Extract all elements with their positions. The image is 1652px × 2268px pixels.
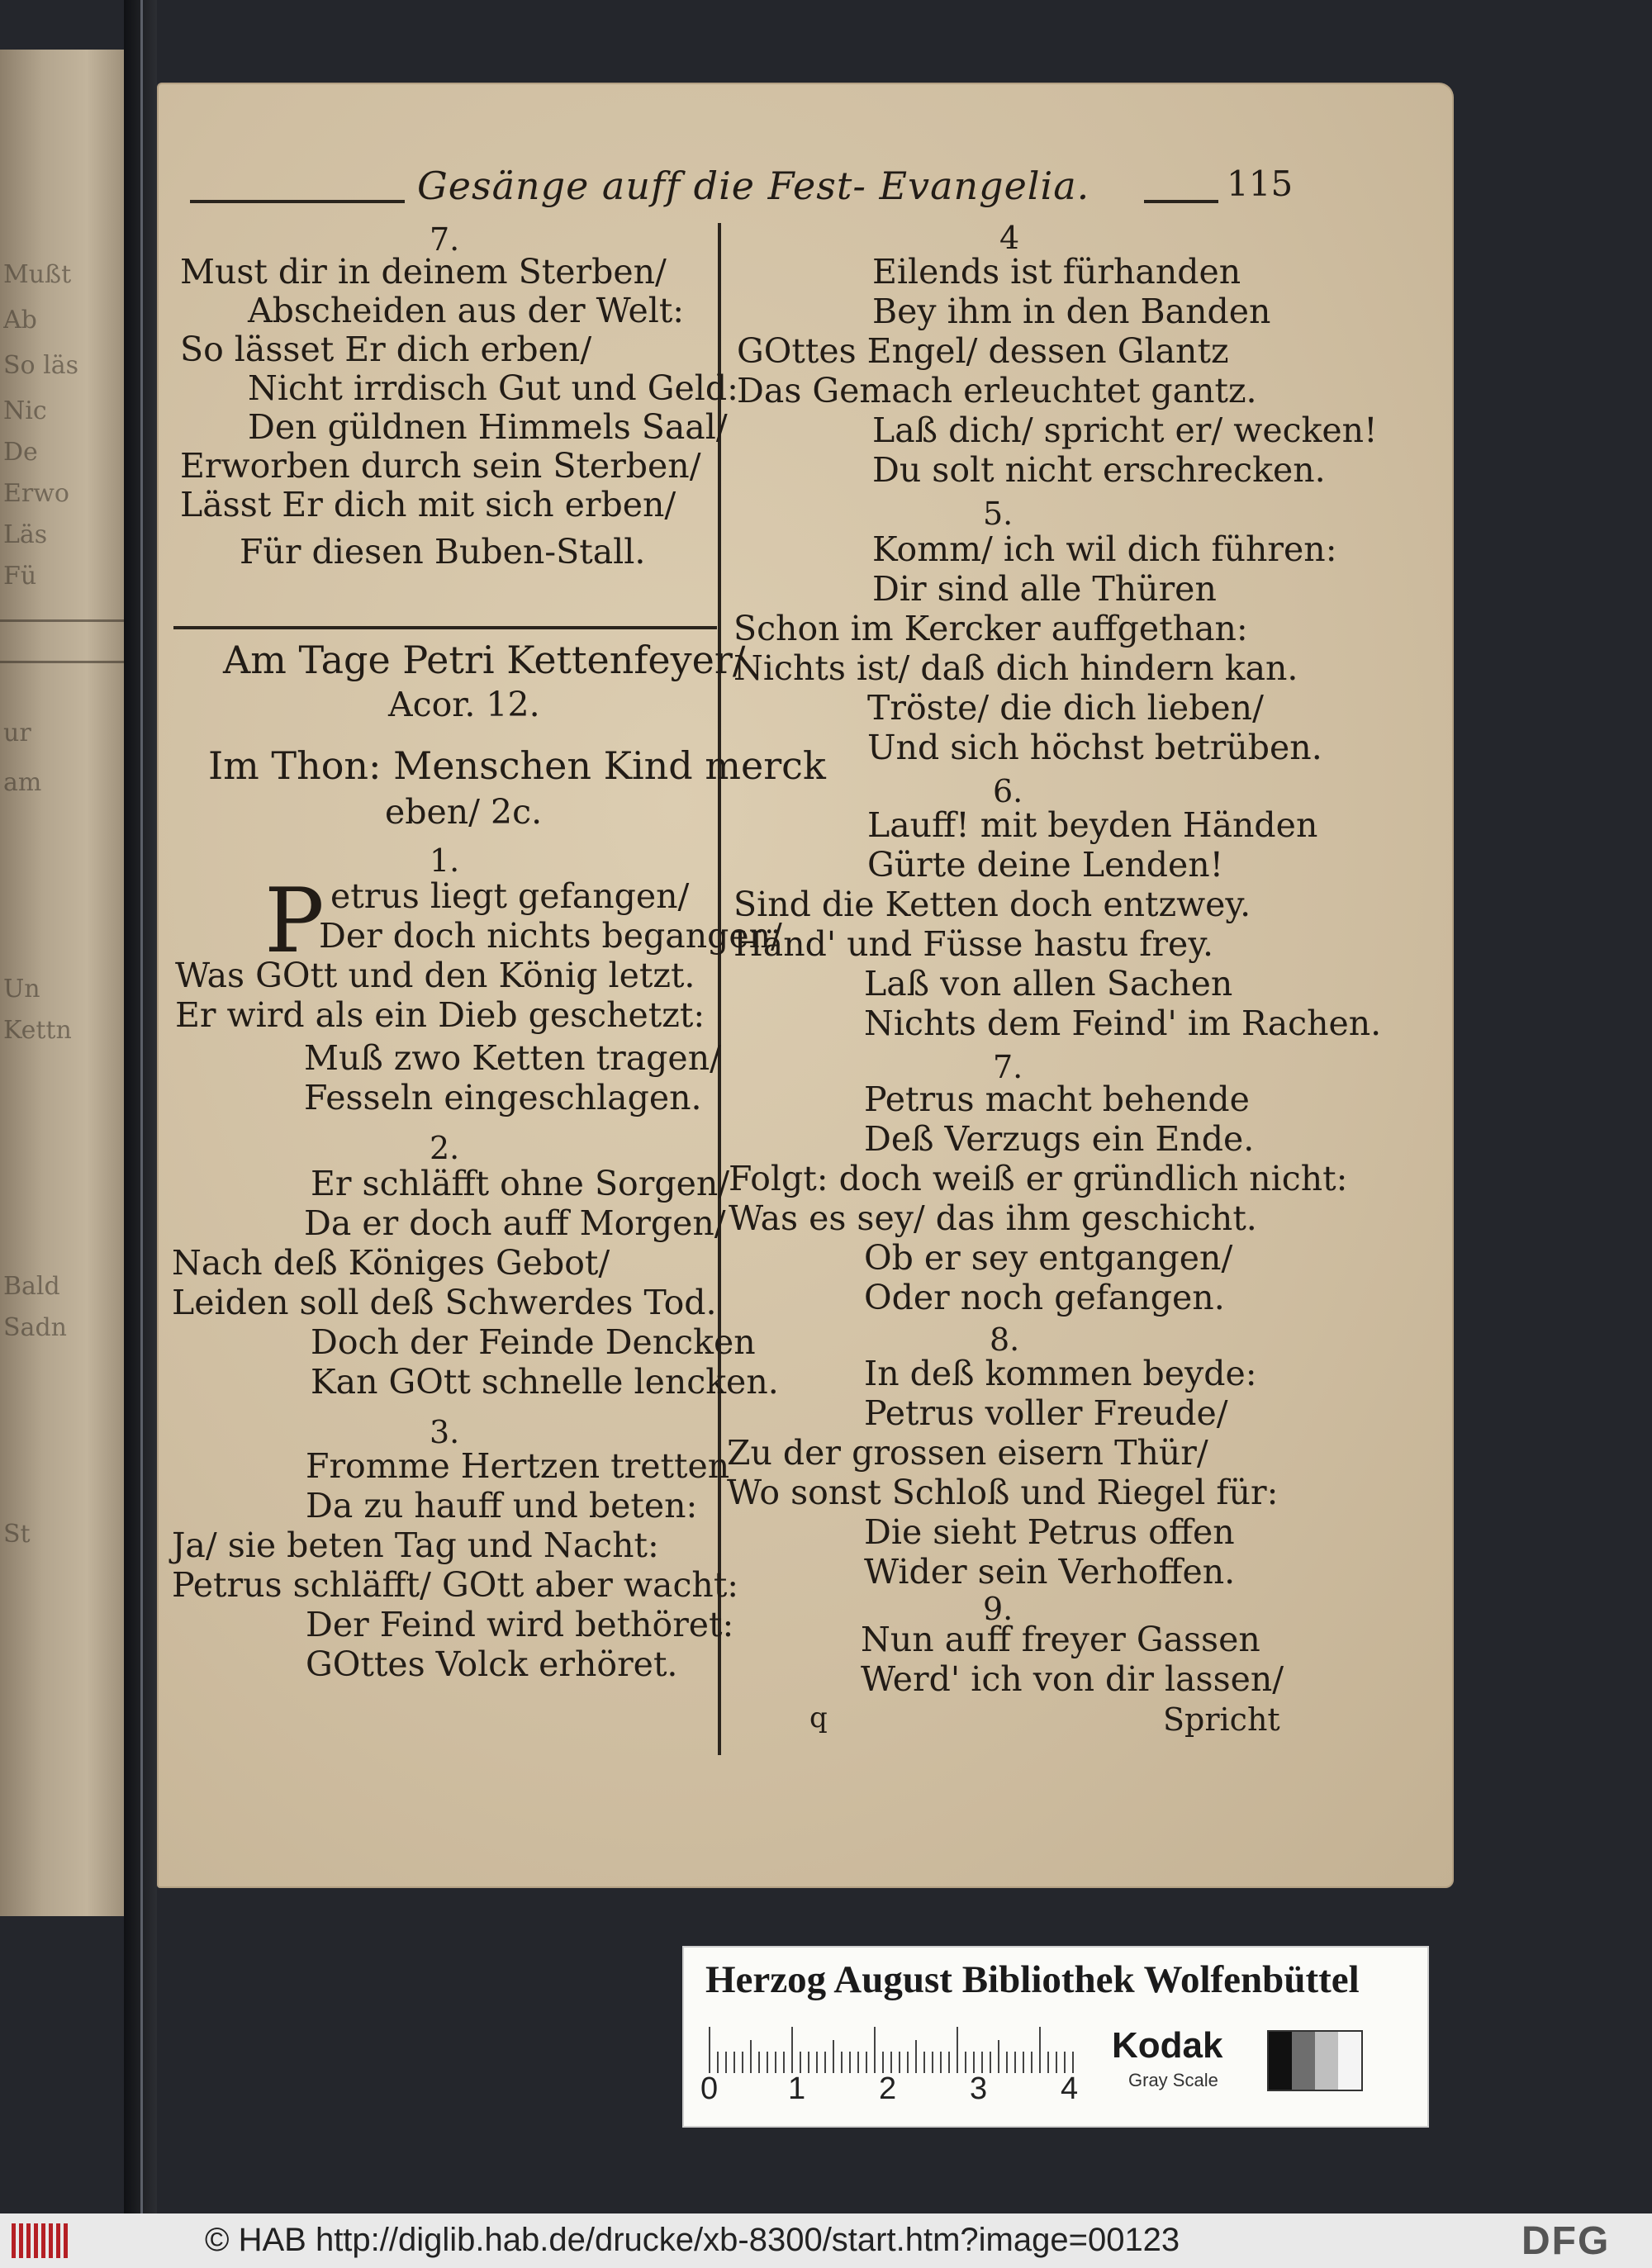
section-rule <box>173 626 717 629</box>
verse-line: In deß kommen beyde: <box>864 1354 1257 1393</box>
verse-line: So lässet Er dich erben/ <box>180 330 592 369</box>
stanza-number: 4 <box>999 220 1020 256</box>
gray-swatch <box>1292 2032 1315 2090</box>
verse-line: Petrus macht behende <box>864 1079 1250 1119</box>
verse-line: Laß dich/ spricht er/ wecken! <box>872 410 1378 450</box>
ruler-tick <box>981 2052 983 2073</box>
ruler-tick <box>824 2052 826 2073</box>
header-rule-left <box>190 200 405 203</box>
verse-line: Sind die Ketten doch entzwey. <box>733 885 1251 924</box>
ruler-label: 4 <box>1061 2071 1079 2106</box>
stanza-number: 7. <box>993 1049 1023 1085</box>
verse-line: Nichts ist/ daß dich hindern kan. <box>733 648 1298 688</box>
left-page-fragment: De <box>3 438 38 467</box>
ruler-tick <box>1039 2027 1041 2073</box>
verse-line: Für diesen Buben-Stall. <box>240 532 646 572</box>
verse-line: Tröste/ die dich lieben/ <box>867 688 1264 728</box>
verse-line: Da er doch auff Morgen/ <box>304 1203 726 1243</box>
book-page <box>157 83 1454 1888</box>
left-page-fragment: Läs <box>3 520 48 549</box>
verse-line: Der doch nichts begangen/ <box>319 916 782 956</box>
left-page-rule <box>0 619 124 622</box>
ruler-label: 1 <box>788 2071 806 2106</box>
verse-line: Abscheiden aus der Welt: <box>248 291 685 330</box>
ruler-tick <box>948 2052 950 2073</box>
verse-line: Da zu hauff und beten: <box>306 1486 698 1525</box>
ruler-tick <box>940 2052 942 2073</box>
verse-line: Nicht irrdisch Gut und Geld: <box>248 368 738 408</box>
left-page-fragment: Sadn <box>3 1313 67 1342</box>
ruler-label: 3 <box>970 2071 988 2106</box>
verse-line: Lauff! mit beyden Händen <box>867 805 1318 845</box>
ruler-tick <box>998 2040 999 2073</box>
header-rule-right <box>1144 200 1218 203</box>
dfg-logo: DFG <box>1521 2219 1611 2263</box>
stanza-number: 3. <box>430 1414 460 1450</box>
verse-line: Deß Verzugs ein Ende. <box>864 1119 1255 1159</box>
ruler-tick <box>800 2052 801 2073</box>
verse-line: Was GOtt und den König letzt. <box>175 956 695 995</box>
verse-line: Nichts dem Feind' im Rachen. <box>864 1004 1382 1043</box>
stanza-number: 5. <box>983 496 1014 532</box>
verse-line: Wo sonst Schloß und Riegel für: <box>727 1473 1279 1512</box>
verse-line: Komm/ ich wil dich führen: <box>872 529 1337 569</box>
left-page-fragment: am <box>3 768 42 797</box>
ruler-tick <box>932 2052 933 2073</box>
ruler-tick <box>816 2052 818 2073</box>
gray-swatch <box>1269 2032 1292 2090</box>
verse-line: Nun auff freyer Gassen <box>861 1620 1260 1659</box>
verse-line: Das Gemach erleuchtet gantz. <box>737 371 1257 410</box>
ruler-tick <box>767 2052 768 2073</box>
verse-line: Fesseln eingeschlagen. <box>304 1078 702 1117</box>
stanza-number: 1. <box>430 842 460 879</box>
footer-bar <box>0 2213 1652 2268</box>
ruler-tick <box>1014 2052 1016 2073</box>
tune-indication: Im Thon: Menschen Kind merck <box>208 743 826 788</box>
ruler-tick <box>742 2052 743 2073</box>
ruler-tick <box>882 2052 884 2073</box>
verse-line: etrus liegt gefangen/ <box>330 876 690 916</box>
left-page-rule <box>0 661 124 663</box>
verse-line: Dir sind alle Thüren <box>872 569 1217 609</box>
scale-ruler <box>709 2024 1072 2073</box>
ruler-tick <box>709 2027 710 2073</box>
running-title: Gesänge auff die Fest- Evangelia. <box>417 164 1090 208</box>
page-number: 115 <box>1227 164 1294 204</box>
ruler-tick <box>783 2052 785 2073</box>
left-page-edge <box>0 50 124 1916</box>
gray-swatch <box>1315 2032 1338 2090</box>
tune-indication-cont: eben/ 2c. <box>385 792 543 832</box>
ruler-tick <box>1047 2052 1049 2073</box>
stanza-number: 6. <box>993 773 1023 809</box>
ruler-tick <box>907 2052 909 2073</box>
verse-line: Lässt Er dich mit sich erben/ <box>180 485 676 524</box>
ruler-tick <box>717 2052 719 2073</box>
verse-line: Kan GOtt schnelle lencken. <box>311 1362 779 1402</box>
column-divider <box>718 223 721 1755</box>
left-page-fragment: So läs <box>3 351 79 380</box>
ruler-tick <box>965 2052 966 2073</box>
ruler-tick <box>725 2052 727 2073</box>
ruler-label: 2 <box>879 2071 897 2106</box>
color-reference-card <box>682 1946 1429 2128</box>
verse-line: Doch der Feinde Dencken <box>311 1322 756 1362</box>
ruler-tick <box>791 2027 793 2073</box>
ruler-tick <box>1072 2052 1074 2073</box>
ruler-tick <box>915 2040 917 2073</box>
ruler-tick <box>733 2052 735 2073</box>
ruler-tick <box>957 2027 958 2073</box>
verse-line: GOttes Engel/ dessen Glantz <box>737 331 1229 371</box>
ruler-tick <box>1023 2052 1024 2073</box>
verse-line: Die sieht Petrus offen <box>864 1512 1235 1552</box>
ruler-tick <box>990 2052 991 2073</box>
ruler-tick <box>899 2052 900 2073</box>
stanza-number: 8. <box>990 1321 1020 1358</box>
signature-mark: q <box>809 1701 828 1734</box>
verse-line: Must dir in deinem Sterben/ <box>180 252 667 292</box>
ruler-tick <box>1056 2052 1057 2073</box>
verse-line: Den güldnen Himmels Saal/ <box>248 407 728 447</box>
left-page-fragment: Fü <box>3 562 37 591</box>
ruler-tick <box>857 2052 859 2073</box>
ruler-tick <box>758 2052 760 2073</box>
verse-line: Eilends ist fürhanden <box>872 252 1241 292</box>
left-page-fragment: Bald <box>3 1272 60 1301</box>
verse-line: Petrus schläfft/ GOtt aber wacht: <box>172 1565 739 1605</box>
stanza-number: 9. <box>983 1591 1014 1627</box>
left-page-fragment: Kettn <box>3 1016 72 1045</box>
catchword: Spricht <box>1163 1701 1280 1738</box>
ruler-tick <box>833 2040 834 2073</box>
verse-line: Ob er sey entgangen/ <box>864 1238 1233 1278</box>
verse-line: Was es sey/ das ihm geschicht. <box>729 1198 1257 1238</box>
verse-line: Schon im Kercker auffgethan: <box>733 609 1248 648</box>
ruler-tick <box>849 2052 851 2073</box>
verse-line: Laß von allen Sachen <box>864 964 1233 1004</box>
ruler-tick <box>775 2052 776 2073</box>
bible-reference: Acor. 12. <box>388 685 540 724</box>
left-page-fragment: Ab <box>3 306 37 335</box>
ruler-tick <box>750 2040 752 2073</box>
gutter-line <box>140 0 143 2222</box>
stanza-number: 2. <box>430 1130 460 1166</box>
verse-line: Oder noch gefangen. <box>864 1278 1225 1317</box>
card-title: Herzog August Bibliothek Wolfenbüttel <box>705 1958 1360 2001</box>
left-page-fragment: Mußt <box>3 260 72 289</box>
left-page-fragment: St <box>3 1520 31 1549</box>
gray-scale-label: Gray Scale <box>1128 2070 1218 2090</box>
drop-cap: P <box>264 870 325 973</box>
verse-line: Und sich höchst betrüben. <box>867 728 1322 767</box>
ruler-tick <box>841 2052 843 2073</box>
verse-line: GOttes Volck erhöret. <box>306 1644 678 1684</box>
ruler-label: 0 <box>700 2071 719 2106</box>
ruler-tick <box>808 2052 809 2073</box>
hab-barcode-icon <box>12 2223 68 2258</box>
verse-line: Werd' ich von dir lassen/ <box>861 1659 1284 1699</box>
ruler-tick <box>1064 2052 1066 2073</box>
copyright-url: © HAB http://diglib.hab.de/drucke/xb-8300/start.htm?image=00123 <box>205 2222 1180 2258</box>
verse-line: Er schläfft ohne Sorgen/ <box>311 1164 730 1203</box>
verse-line: Bey ihm in den Banden <box>872 292 1271 331</box>
gray-swatches <box>1267 2030 1363 2091</box>
verse-line: Nach deß Königes Gebot/ <box>172 1243 610 1283</box>
left-page-fragment: Un <box>3 975 40 1004</box>
verse-line: Fromme Hertzen tretten <box>306 1446 730 1486</box>
kodak-logo: Kodak <box>1112 2025 1223 2066</box>
verse-line: Du solt nicht erschrecken. <box>872 450 1326 490</box>
left-page-fragment: Erwo <box>3 479 69 508</box>
verse-line: Petrus voller Freude/ <box>864 1393 1228 1433</box>
left-page-fragment: ur <box>3 719 31 747</box>
ruler-tick <box>923 2052 925 2073</box>
verse-line: Erworben durch sein Sterben/ <box>180 446 701 486</box>
stanza-number: 7. <box>430 221 460 258</box>
verse-line: Händ' und Füsse hastu frey. <box>733 924 1214 964</box>
verse-line: Leiden soll deß Schwerdes Tod. <box>172 1283 717 1322</box>
verse-line: Muß zwo Ketten tragen/ <box>304 1038 721 1078</box>
left-page-fragment: Nic <box>3 396 47 425</box>
ruler-tick <box>973 2052 975 2073</box>
verse-line: Er wird als ein Dieb geschetzt: <box>175 995 705 1035</box>
verse-line: Ja/ sie beten Tag und Nacht: <box>172 1525 659 1565</box>
ruler-tick <box>874 2027 876 2073</box>
verse-line: Der Feind wird bethöret: <box>306 1605 734 1644</box>
verse-line: Zu der grossen eisern Thür/ <box>727 1433 1208 1473</box>
ruler-tick <box>1006 2052 1008 2073</box>
section-title: Am Tage Petri Kettenfeyer/ <box>223 638 746 682</box>
gray-swatch <box>1338 2032 1361 2090</box>
ruler-tick <box>890 2052 892 2073</box>
ruler-tick <box>1031 2052 1032 2073</box>
ruler-tick <box>866 2052 867 2073</box>
verse-line: Gürte deine Lenden! <box>867 845 1224 885</box>
verse-line: Folgt: doch weiß er gründlich nicht: <box>729 1159 1348 1198</box>
verse-line: Wider sein Verhoffen. <box>864 1552 1236 1592</box>
